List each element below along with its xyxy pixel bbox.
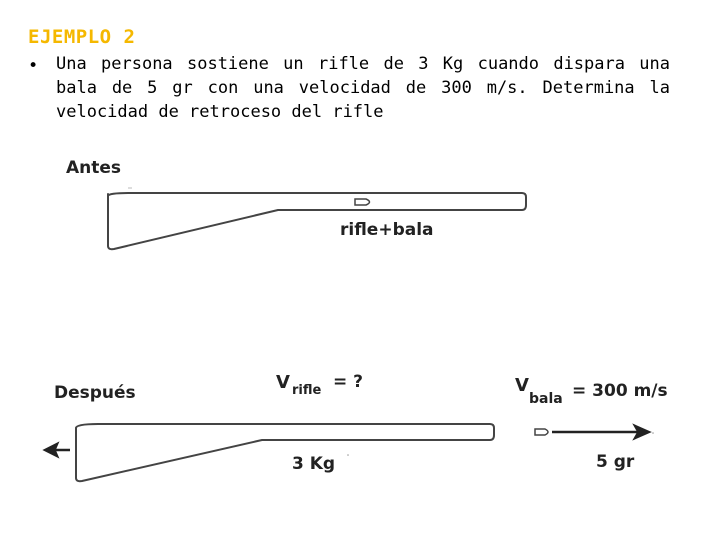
- after-label: Después: [54, 383, 136, 403]
- bullet-marker: •: [28, 56, 39, 76]
- before-label: Antes: [66, 158, 122, 178]
- rifle-mass-label: 3 Kg: [292, 454, 336, 474]
- v-rifle-value: = ?: [333, 372, 364, 392]
- recoil-arrow-icon: [44, 443, 70, 457]
- slide-title: EJEMPLO 2: [28, 26, 136, 48]
- v-rifle-symbol: V: [276, 372, 290, 393]
- problem-statement: Una persona sostiene un rifle de 3 Kg cuando dispara una bala de 5 gr con una velocidad de 300 m/s. Determina la velocidad de retroceso del rifle: [56, 54, 670, 122]
- rifle-bullet-label: rifle+bala: [340, 220, 434, 240]
- rifle-before-drawing: [108, 188, 526, 249]
- bullet-after-icon: [535, 429, 548, 435]
- bullet-mass-label: 5 gr: [596, 452, 635, 472]
- bullet-velocity-arrow-icon: [552, 425, 654, 439]
- rifle-after-drawing: [76, 424, 494, 481]
- v-bala-subscript: bala: [529, 391, 563, 407]
- stray-dot: [347, 454, 349, 456]
- v-bala-value: = 300 m/s: [572, 381, 668, 401]
- v-bala-symbol: V: [515, 375, 529, 396]
- bullet-before-icon: [355, 199, 370, 205]
- v-rifle-subscript: rifle: [292, 383, 322, 398]
